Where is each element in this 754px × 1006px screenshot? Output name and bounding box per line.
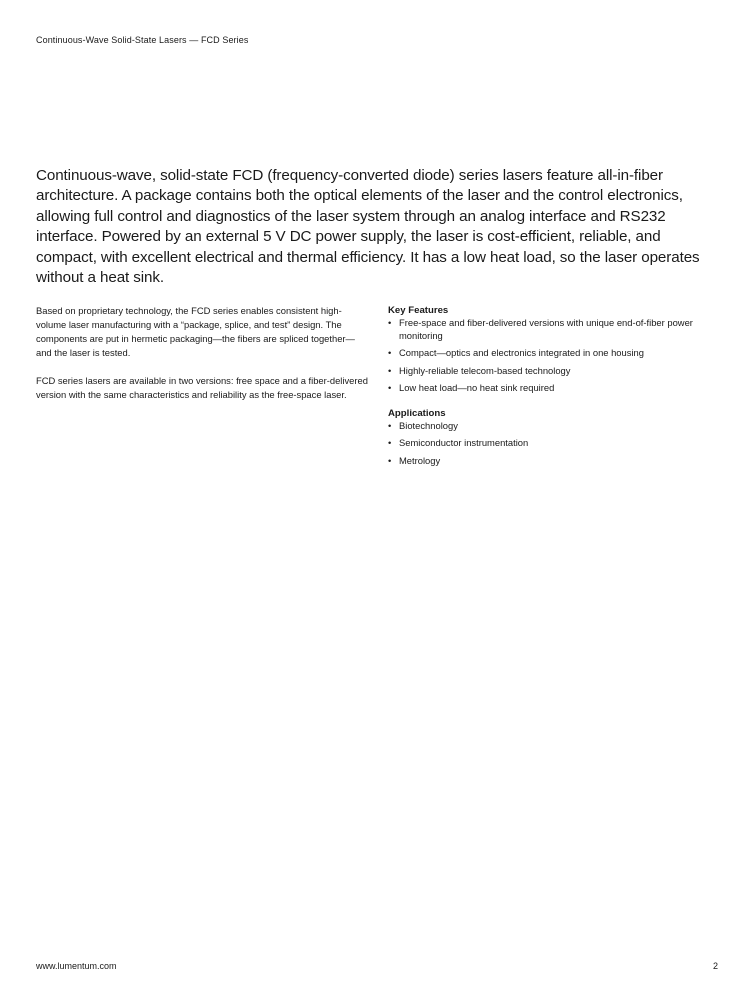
bullet-icon: •	[388, 317, 392, 328]
feature-text: Compact—optics and electronics integrated in one housing	[399, 347, 644, 358]
running-header: Continuous-Wave Solid-State Lasers — FCD Series	[36, 35, 249, 45]
bullet-icon: •	[388, 454, 392, 466]
page-number: 2	[712, 961, 718, 971]
intro-paragraph: Continuous-wave, solid-state FCD (frequency-converted diode) series lasers feature all-in-fiber architecture. A package contains both the optical elements of the laser and the control electronics, allowing full control and diagnostics of the laser system through an analog interface and RS232 interface. Powered by an external 5 V DC power supply, the laser is cost-efficient, reliable, and compact, with excellent electrical and thermal efficiency. It has a low heat load, so the laser operates without a heat sink.	[36, 167, 700, 287]
bullet-icon: •	[388, 419, 392, 431]
applications-list	[388, 420, 718, 468]
application-text: Semiconductor instrumentation	[399, 437, 529, 448]
bullet-icon: •	[388, 347, 392, 358]
bullet-icon: •	[388, 382, 392, 393]
list-item	[388, 420, 718, 433]
key-features-list	[388, 317, 718, 395]
feature-text: Low heat load—no heat sink required	[399, 382, 555, 393]
list-item	[388, 437, 718, 450]
feature-text: Free-space and fiber-delivered versions with unique end-of-fiber power monitoring	[399, 317, 693, 341]
applications-heading: Applications	[388, 407, 446, 419]
key-features-heading: Key Features	[388, 305, 449, 316]
body-paragraph: FCD series lasers are available in two versions: free space and a fiber-delivered version with the same characteristics and reliability as the free-space laser.	[36, 375, 368, 400]
footer-url: www.lumentum.com	[36, 961, 117, 971]
application-text: Biotechnology	[399, 419, 458, 431]
list-item	[388, 347, 718, 360]
bullet-icon: •	[388, 364, 392, 376]
list-item	[388, 317, 718, 342]
list-item	[388, 382, 718, 395]
list-item	[388, 365, 718, 378]
application-text: Metrology	[399, 454, 441, 466]
feature-text: Highly-reliable telecom-based technology	[399, 364, 571, 376]
list-item	[388, 455, 718, 468]
bullet-icon: •	[388, 437, 392, 448]
features-column	[388, 304, 718, 472]
body-paragraph: Based on proprietary technology, the FCD series enables consistent high-volume laser manufacturing with a “package, splice, and test” design. The components are put in hermetic packaging—the fibers are spliced together—and the laser is tested.	[36, 305, 355, 358]
body-column	[36, 304, 370, 416]
